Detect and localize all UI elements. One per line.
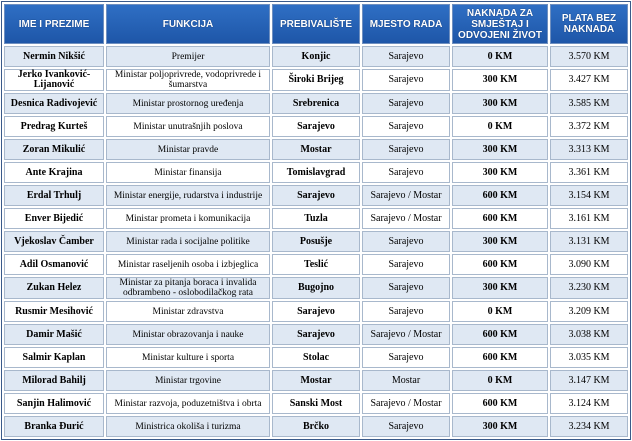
cell-residence: Konjic [272,46,360,67]
cell-work-place: Sarajevo [362,254,450,275]
cell-salary: 3.570 KM [550,46,628,67]
cell-name: Adil Osmanović [4,254,104,275]
cell-residence: Sarajevo [272,185,360,206]
cell-allowance: 600 KM [452,347,548,368]
cell-residence: Mostar [272,139,360,160]
cell-function: Ministar kulture i sporta [106,347,270,368]
table-row [4,231,628,252]
cell-salary: 3.585 KM [550,93,628,114]
cell-name: Desnica Radivojević [4,93,104,114]
cell-residence: Brčko [272,416,360,437]
cell-work-place: Sarajevo [362,347,450,368]
cell-salary: 3.313 KM [550,139,628,160]
header-function: FUNKCIJA [106,4,270,44]
cell-allowance: 0 KM [452,370,548,391]
cell-work-place: Sarajevo / Mostar [362,393,450,414]
cell-salary: 3.361 KM [550,162,628,183]
cell-name: Rusmir Mesihović [4,301,104,322]
cell-name: Nermin Nikšić [4,46,104,67]
table-row [4,347,628,368]
cell-function: Ministar obrazovanja i nauke [106,324,270,345]
cell-name: Branka Đurić [4,416,104,437]
cell-residence: Mostar [272,370,360,391]
table-row [4,277,628,299]
table-row [4,254,628,275]
table-row [4,301,628,322]
cell-residence: Široki Brijeg [272,69,360,91]
cell-residence: Tomislavgrad [272,162,360,183]
cell-salary: 3.234 KM [550,416,628,437]
cell-function: Ministrica okoliša i turizma [106,416,270,437]
cell-allowance: 300 KM [452,277,548,299]
cell-function: Ministar trgovine [106,370,270,391]
cell-name: Jerko Ivanković-Lijanović [4,69,104,91]
table-row [4,393,628,414]
cell-work-place: Sarajevo [362,46,450,67]
cell-work-place: Sarajevo [362,139,450,160]
header-work-place: MJESTO RADA [362,4,450,44]
cell-salary: 3.124 KM [550,393,628,414]
cell-salary: 3.230 KM [550,277,628,299]
header-allowance: NAKNADA ZA SMJEŠTAJ I ODVOJENI ŽIVOT [452,4,548,44]
table-row [4,162,628,183]
cell-work-place: Sarajevo [362,93,450,114]
cell-allowance: 300 KM [452,69,548,91]
cell-function: Ministar prometa i komunikacija [106,208,270,229]
cell-salary: 3.038 KM [550,324,628,345]
cell-function: Ministar zdravstva [106,301,270,322]
cell-residence: Posušje [272,231,360,252]
cell-residence: Sarajevo [272,324,360,345]
cell-allowance: 300 KM [452,416,548,437]
table-row [4,69,628,91]
cell-allowance: 300 KM [452,139,548,160]
table-body [4,46,628,437]
cell-work-place: Sarajevo [362,69,450,91]
cell-work-place: Sarajevo [362,231,450,252]
cell-work-place: Sarajevo [362,301,450,322]
salary-table [2,2,630,439]
table-row [4,116,628,137]
cell-name: Predrag Kurteš [4,116,104,137]
cell-residence: Tuzla [272,208,360,229]
cell-residence: Sarajevo [272,116,360,137]
cell-function: Ministar poljoprivrede, vodoprivrede i šumarstva [106,69,270,91]
cell-salary: 3.372 KM [550,116,628,137]
table-row [4,139,628,160]
cell-name: Ante Krajina [4,162,104,183]
salary-table-container [1,1,631,440]
cell-salary: 3.147 KM [550,370,628,391]
table-row [4,324,628,345]
cell-allowance: 600 KM [452,208,548,229]
cell-name: Zukan Helez [4,277,104,299]
cell-salary: 3.154 KM [550,185,628,206]
cell-work-place: Sarajevo [362,416,450,437]
cell-function: Ministar finansija [106,162,270,183]
cell-salary: 3.209 KM [550,301,628,322]
cell-residence: Sarajevo [272,301,360,322]
cell-allowance: 300 KM [452,231,548,252]
cell-function: Ministar razvoja, poduzetništva i obrta [106,393,270,414]
table-row [4,185,628,206]
cell-function: Ministar prostornog uređenja [106,93,270,114]
cell-residence: Srebrenica [272,93,360,114]
cell-residence: Bugojno [272,277,360,299]
cell-allowance: 600 KM [452,393,548,414]
cell-salary: 3.090 KM [550,254,628,275]
cell-function: Ministar za pitanja boraca i invalida odbrambeno - oslobodilačkog rata [106,277,270,299]
cell-work-place: Mostar [362,370,450,391]
cell-allowance: 0 KM [452,116,548,137]
cell-work-place: Sarajevo [362,116,450,137]
cell-name: Damir Mašić [4,324,104,345]
table-row [4,208,628,229]
cell-name: Salmir Kaplan [4,347,104,368]
table-row [4,93,628,114]
cell-allowance: 300 KM [452,93,548,114]
cell-name: Enver Bijedić [4,208,104,229]
cell-salary: 3.035 KM [550,347,628,368]
table-row [4,370,628,391]
cell-allowance: 0 KM [452,46,548,67]
cell-allowance: 600 KM [452,324,548,345]
cell-residence: Teslić [272,254,360,275]
cell-residence: Stolac [272,347,360,368]
cell-residence: Sanski Most [272,393,360,414]
cell-salary: 3.427 KM [550,69,628,91]
cell-work-place: Sarajevo / Mostar [362,324,450,345]
cell-name: Vjekoslav Čamber [4,231,104,252]
cell-work-place: Sarajevo / Mostar [362,185,450,206]
cell-allowance: 0 KM [452,301,548,322]
cell-name: Milorad Bahilj [4,370,104,391]
cell-name: Erdal Trhulj [4,185,104,206]
header-row [4,4,628,44]
cell-salary: 3.131 KM [550,231,628,252]
cell-salary: 3.161 KM [550,208,628,229]
cell-function: Ministar pravde [106,139,270,160]
table-row [4,46,628,67]
table-row [4,416,628,437]
header-residence: PREBIVALIŠTE [272,4,360,44]
cell-function: Ministar raseljenih osoba i izbjeglica [106,254,270,275]
cell-allowance: 600 KM [452,185,548,206]
cell-work-place: Sarajevo / Mostar [362,208,450,229]
cell-name: Sanjin Halimović [4,393,104,414]
cell-allowance: 300 KM [452,162,548,183]
cell-name: Zoran Mikulić [4,139,104,160]
cell-allowance: 600 KM [452,254,548,275]
cell-work-place: Sarajevo [362,277,450,299]
cell-function: Ministar unutrašnjih poslova [106,116,270,137]
cell-function: Premijer [106,46,270,67]
header-salary: PLATA BEZ NAKNADA [550,4,628,44]
cell-work-place: Sarajevo [362,162,450,183]
cell-function: Ministar energije, rudarstva i industrije [106,185,270,206]
header-name: IME I PREZIME [4,4,104,44]
cell-function: Ministar rada i socijalne politike [106,231,270,252]
